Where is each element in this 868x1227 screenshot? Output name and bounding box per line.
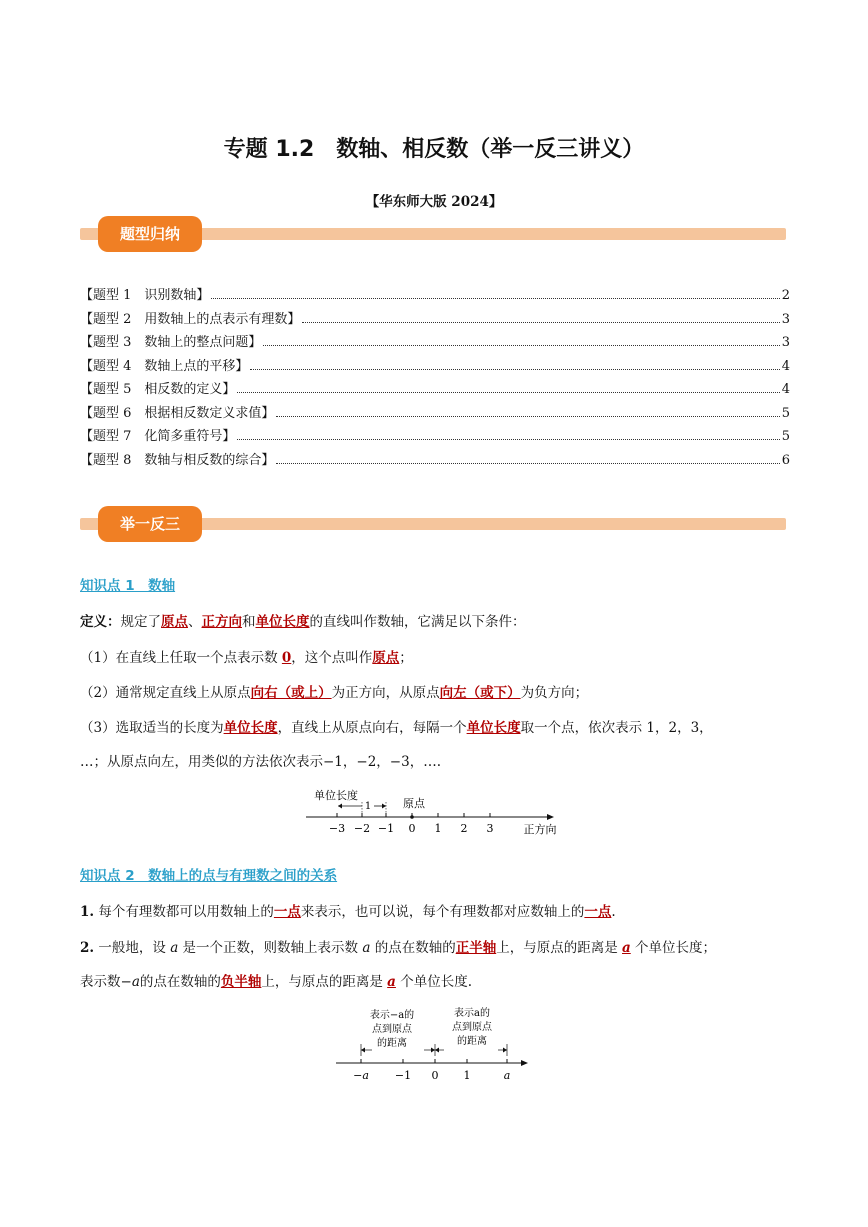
list-number: 1.: [80, 904, 95, 920]
definition-paragraph: [80, 612, 800, 632]
tick-label: −a: [353, 1069, 369, 1082]
origin-label: 原点: [403, 797, 425, 810]
toc-label: 【题型 8 数轴与相反数的综合】: [80, 452, 275, 468]
keyword: 一点: [584, 904, 612, 920]
text: ，这个点叫作: [291, 650, 373, 666]
toc-entry[interactable]: [80, 425, 790, 449]
text: .: [611, 904, 616, 920]
tick-label: −2: [353, 822, 371, 835]
tick-label: 0: [431, 1069, 439, 1082]
banner-label: 举一反三: [98, 506, 202, 542]
keyword: 单位长度: [255, 614, 310, 630]
keyword: 负半轴: [220, 974, 262, 990]
keyword: 单位长度: [466, 720, 521, 736]
toc-page: 2: [781, 288, 790, 303]
number-line-figure: [300, 785, 570, 841]
toc-leader: [276, 463, 779, 464]
variable: a: [362, 940, 371, 956]
toc-entry[interactable]: [80, 308, 790, 332]
left-note-line: 的距离: [377, 1038, 407, 1049]
tick-label: 2: [460, 822, 468, 835]
tick-label: −1: [394, 1069, 412, 1082]
condition-3-continued: …；从原点向左，用类似的方法依次表示−1，−2，−3，….: [80, 754, 441, 770]
relation-point-2-continued: [80, 972, 800, 992]
text: 的直线叫作数轴，它满足以下条件：: [309, 614, 526, 630]
relation-point-1: [80, 902, 800, 922]
keyword: 一点: [273, 904, 301, 920]
text: 每个有理数都可以用数轴上的: [94, 904, 274, 920]
variable: a: [170, 940, 179, 956]
toc-leader: [211, 298, 779, 299]
text: 来表示，也可以说，每个有理数都对应数轴上的: [300, 904, 585, 920]
keyword: 向右（或上）: [250, 685, 332, 701]
text: 一般地，设: [94, 940, 171, 956]
toc-label: 【题型 2 用数轴上的点表示有理数】: [80, 311, 301, 327]
text: 个单位长度；: [630, 940, 717, 956]
toc-page: 5: [781, 429, 790, 444]
keyword: 原点: [161, 614, 188, 630]
toc-entry[interactable]: [80, 331, 790, 355]
variable: a: [131, 974, 140, 990]
toc-page: 6: [781, 452, 790, 468]
toc-page: 3: [781, 311, 790, 327]
text: 和: [242, 614, 256, 630]
arrow-head-icon: [503, 1048, 507, 1053]
tick-label: 1: [434, 822, 442, 835]
text: 规定了: [120, 614, 161, 630]
section-banner-types: [80, 216, 786, 252]
text: 表示数−: [80, 974, 132, 990]
toc-label: 【题型 1 识别数轴】: [80, 288, 210, 303]
text: 上，与原点的距离是: [496, 940, 622, 956]
arrow-head-icon: [382, 804, 386, 809]
tick-label: −3: [328, 822, 346, 835]
tick-label: 0: [408, 822, 416, 835]
toc-label: 【题型 7 化简多重符号】: [80, 429, 236, 444]
text: 、: [188, 614, 202, 630]
origin-dot: [410, 815, 414, 819]
banner-label: 题型归纳: [98, 216, 202, 252]
condition-2: [80, 683, 800, 703]
definition-label: 定义：: [80, 614, 121, 630]
right-note-line: 表示a的: [454, 1008, 490, 1019]
table-of-contents: [80, 284, 790, 472]
direction-label: 正方向: [523, 823, 557, 836]
list-number: 2.: [80, 940, 95, 956]
text: ，直线上从原点向右，每隔一个: [277, 720, 467, 736]
toc-leader: [263, 345, 779, 346]
toc-leader: [237, 439, 779, 440]
toc-entry[interactable]: [80, 355, 790, 379]
tick-label: 3: [486, 822, 494, 835]
toc-page: 5: [781, 405, 790, 421]
tick-label: 1: [463, 1069, 471, 1082]
toc-label: 【题型 5 相反数的定义】: [80, 382, 236, 397]
axis-arrow-icon: [521, 1060, 528, 1066]
keyword: 向左（或下）: [439, 685, 521, 701]
tick-label: a: [503, 1069, 511, 1082]
text: 个单位长度.: [395, 974, 473, 990]
tick-group: [337, 813, 490, 819]
unit-length-label: 单位长度: [314, 789, 358, 802]
keyword: 正方向: [201, 614, 242, 630]
toc-label: 【题型 6 根据相反数定义求值】: [80, 405, 275, 421]
keyword: 正半轴: [455, 940, 497, 956]
keyword: 0: [281, 650, 292, 666]
toc-label: 【题型 4 数轴上点的平移】: [80, 358, 249, 374]
arrow-head-icon: [361, 1048, 365, 1053]
text: 的点在数轴的: [139, 974, 221, 990]
knowledge-point-2-heading: 知识点 2 数轴上的点与有理数之间的关系: [80, 868, 338, 884]
toc-leader: [276, 416, 779, 417]
right-note-line: 的距离: [457, 1036, 487, 1047]
left-note-line: 表示−a的: [369, 1010, 415, 1021]
edition-label: 【华东师大版 2024】: [365, 194, 503, 210]
section-banner-examples: [80, 506, 786, 542]
toc-leader: [237, 392, 779, 393]
distance-number-line-figure: [330, 1004, 540, 1088]
text: （1）在直线上任取一个点表示数: [80, 650, 282, 666]
toc-entry[interactable]: [80, 378, 790, 402]
toc-entry[interactable]: [80, 284, 790, 308]
condition-3: [80, 718, 800, 738]
keyword: 单位长度: [223, 720, 278, 736]
text: 取一个点，依次表示 1，2，3，: [520, 720, 713, 736]
toc-label: 【题型 3 数轴上的整点问题】: [80, 335, 262, 350]
arrow-head-icon: [431, 1048, 435, 1053]
text: 的点在数轴的: [370, 940, 456, 956]
toc-leader: [250, 369, 779, 370]
arrow-head-icon: [338, 804, 342, 809]
knowledge-point-1-heading: 知识点 1 数轴: [80, 578, 176, 594]
left-note-line: 点到原点: [372, 1024, 412, 1035]
keyword: a: [387, 974, 396, 990]
keyword: a: [622, 940, 631, 956]
toc-entry[interactable]: [80, 449, 790, 473]
text: 上，与原点的距离是: [261, 974, 388, 990]
axis-arrow-icon: [547, 814, 554, 820]
unit-one-label: 1: [364, 801, 372, 812]
toc-page: 4: [781, 382, 790, 397]
text: （2）通常规定直线上从原点: [80, 685, 251, 701]
text: ；: [399, 650, 413, 666]
toc-entry[interactable]: [80, 402, 790, 426]
right-note-line: 点到原点: [452, 1022, 492, 1033]
text: 为正方向，从原点: [331, 685, 440, 701]
text: （3）选取适当的长度为: [80, 720, 224, 736]
page-title: 专题 1.2 数轴、相反数（举一反三讲义）: [223, 137, 645, 162]
toc-leader: [302, 322, 779, 323]
text: 为负方向；: [520, 685, 589, 701]
condition-1: [80, 648, 800, 668]
toc-page: 4: [781, 358, 790, 374]
arrow-head-icon: [435, 1048, 439, 1053]
keyword: 原点: [372, 650, 400, 666]
tick-label: −1: [377, 822, 395, 835]
relation-point-2: [80, 938, 800, 958]
toc-page: 3: [781, 335, 790, 350]
text: 是一个正数，则数轴上表示数: [178, 940, 363, 956]
